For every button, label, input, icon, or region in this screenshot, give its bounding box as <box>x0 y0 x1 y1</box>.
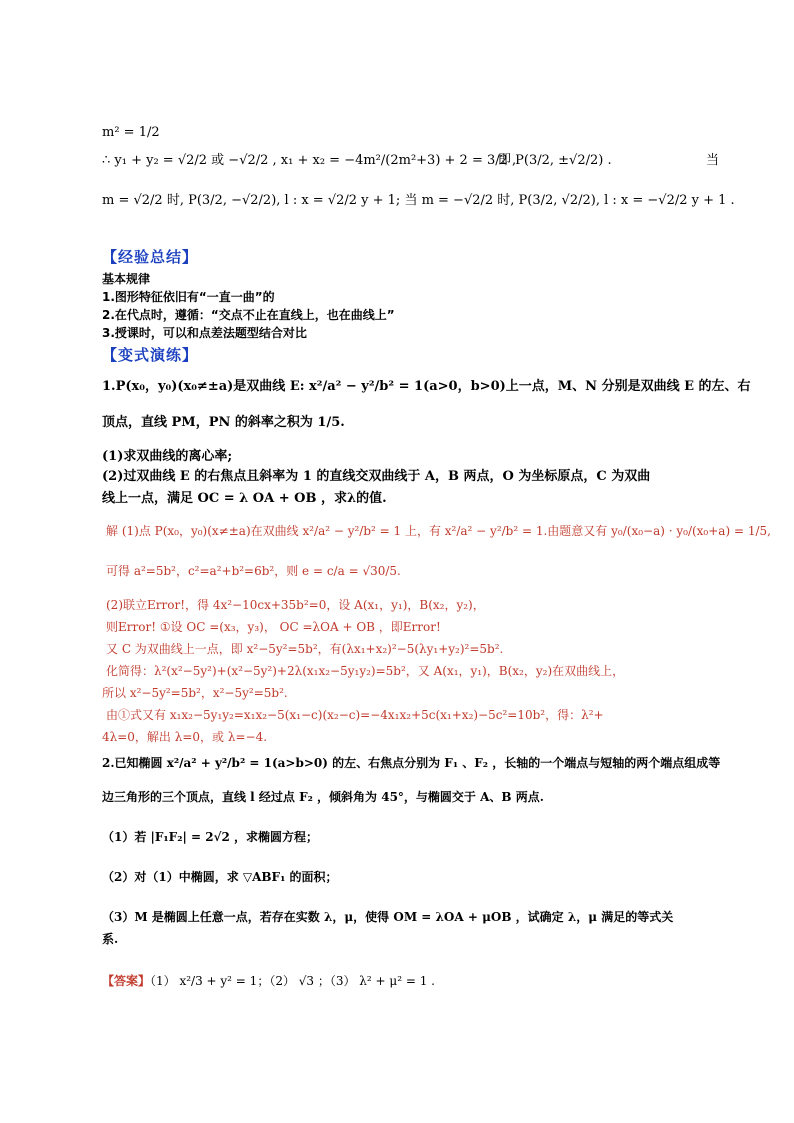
q2-part3-line1 <box>102 908 673 926</box>
q2-part1-text: （1）若 |F₁F₂| = 2√2 ，求椭圆方程； <box>102 830 318 844</box>
q1-solution-line4-text: 则Error! ①设 OC =(x₃，y₃)， OC =λOA + OB ，即Error! <box>106 620 441 634</box>
summary-item-2-text: 2.在代点时，遵循：“交点不止在直线上，也在曲线上” <box>102 308 395 322</box>
eq-y-sum <box>102 152 516 170</box>
q2-part3-line2 <box>102 930 118 948</box>
q1-solution-line6 <box>106 662 624 680</box>
section-title-summary <box>102 246 198 267</box>
q1-solution-line5 <box>106 640 503 658</box>
q2-stem-line1 <box>102 754 720 772</box>
section-title-variant-text: 【变式演练】 <box>102 346 199 364</box>
q2-part2 <box>102 868 338 886</box>
q1-part2-line1-text: (2)过双曲线 E 的右焦点且斜率为 1 的直线交双曲线于 A，B 两点，O 为坐标原点，C 为双曲 <box>102 469 651 484</box>
q1-solution-line8-text: 由①式又有 x₁x₂−5y₁y₂=x₁x₂−5(x₁−c)(x₂−c)=−4x₁x₂+5c(x₁+x₂)−5c²=10b²，得：λ²+ <box>106 708 604 722</box>
q2-stem-line2-text: 边三角形的三个顶点，直线 l 经过点 F₂ ，倾斜角为 45°，与椭圆交于 A、B 两点. <box>102 790 544 804</box>
q1-part2-line2 <box>102 490 387 508</box>
eq-line-l-text: m = √2/2 时, P(3/2, −√2/2), l : x = √2/2 y + 1; 当 m = −√2/2 时, P(3/2, √2/2), l : x = −√2/2 y + 1 . <box>102 193 735 208</box>
summary-item-3 <box>102 324 307 342</box>
q1-solution-line1-text: 解 (1)点 P(x₀，y₀)(x≠±a)在双曲线 x²/a² − y²/b² = 1 上，有 x²/a² − y²/b² = 1.由题意又有 y₀/(x₀−a) · y₀/(x₀+a) = 1/5, <box>106 524 771 538</box>
eq-when-text: 当 <box>706 153 720 168</box>
q1-solution-line3-text: (2)联立Error!，得 4x²−10cx+35b²=0，设 A(x₁，y₁)，B(x₂，y₂)， <box>106 598 485 612</box>
q1-part2-line2-text: 线上一点，满足 OC = λ OA + OB ，求λ的值. <box>102 491 387 506</box>
eq-m-squared-text: m² = 1/2 <box>102 125 160 140</box>
eq-y-sum-text: ∴ y₁ + y₂ = √2/2 或 −√2/2 , x₁ + x₂ = −4m²/(2m²+3) + 2 = 3/2 , <box>102 153 517 168</box>
section-title-variant <box>102 344 198 365</box>
q2-stem-line1-text: 2.已知椭圆 x²/a² + y²/b² = 1(a>b>0) 的左、右焦点分别为 F₁ 、F₂ ，长轴的一个端点与短轴的两个端点组成等 <box>102 756 721 770</box>
q1-solution-line3 <box>106 596 485 614</box>
q1-part1-text: (1)求双曲线的离心率; <box>102 449 233 464</box>
q1-solution-line1 <box>106 522 771 540</box>
q1-solution-line8 <box>106 706 604 724</box>
q2-part1 <box>102 828 318 846</box>
q1-solution-line2-text: 可得 a²=5b²，c²=a²+b²=6b²，则 e = c/a = √30/5. <box>106 564 401 578</box>
q1-stem-line1-text: 1.P(x₀，y₀)(x₀≠±a)是双曲线 E: x²/a² − y²/b² = 1(a>0，b>0)上一点，M、N 分别是双曲线 E 的左、右 <box>102 379 751 394</box>
q1-stem-line2-text: 顶点，直线 PM，PN 的斜率之积为 1/5. <box>102 415 345 430</box>
summary-item-3-text: 3.授课时，可以和点差法题型结合对比 <box>102 326 307 340</box>
q2-part3-line2-text: 系. <box>102 932 119 946</box>
q2-answer <box>102 972 435 990</box>
summary-heading-text: 基本规律 <box>102 272 151 286</box>
eq-when-label <box>706 152 719 170</box>
q1-solution-line2 <box>106 562 401 580</box>
summary-item-2 <box>102 306 395 324</box>
q1-stem-line2 <box>102 414 345 432</box>
eq-line-l <box>102 192 735 210</box>
eq-point-p <box>498 152 612 170</box>
section-title-summary-text: 【经验总结】 <box>102 248 199 266</box>
q1-solution-line7 <box>102 684 288 702</box>
q1-solution-line4 <box>106 618 441 636</box>
q1-solution-line6-text: 化简得：λ²(x²−5y²)+(x²−5y²)+2λ(x₁x₂−5y₁y₂)=5b²，又 A(x₁，y₁)，B(x₂，y₂)在双曲线上， <box>106 664 625 678</box>
q2-part3-line1-text: （3）M 是椭圆上任意一点，若存在实数 λ，μ，使得 OM = λOA + μOB ，试确定 λ，μ 满足的等式关 <box>102 910 674 924</box>
summary-heading <box>102 270 150 288</box>
q2-stem-line2 <box>102 788 544 806</box>
q1-solution-line7-text: 所以 x²−5y²=5b²，x²−5y²=5b². <box>102 686 288 700</box>
q1-part2-line1 <box>102 468 650 486</box>
q1-solution-line9 <box>102 728 267 746</box>
answer-text: （1） x²/3 + y² = 1；（2） √3 ；（3） λ² + μ² = 1 . <box>150 974 435 988</box>
eq-point-p-text: 即 P(3/2, ±√2/2) . <box>498 153 612 168</box>
answer-label: 【答案】 <box>102 974 151 988</box>
summary-item-1-text: 1.图形特征依旧有“一直一曲”的 <box>102 290 275 304</box>
eq-m-squared <box>102 124 160 142</box>
summary-item-1 <box>102 288 275 306</box>
q1-stem-line1 <box>102 378 751 396</box>
q1-part1 <box>102 448 232 466</box>
q1-solution-line5-text: 又 C 为双曲线上一点，即 x²−5y²=5b²，有(λx₁+x₂)²−5(λy₁+y₂)²=5b². <box>106 642 504 656</box>
q2-part2-text: （2）对（1）中椭圆，求 ▽ABF₁ 的面积； <box>102 870 338 884</box>
q1-solution-line9-text: 4λ=0，解出 λ=0，或 λ=−4. <box>102 730 268 744</box>
